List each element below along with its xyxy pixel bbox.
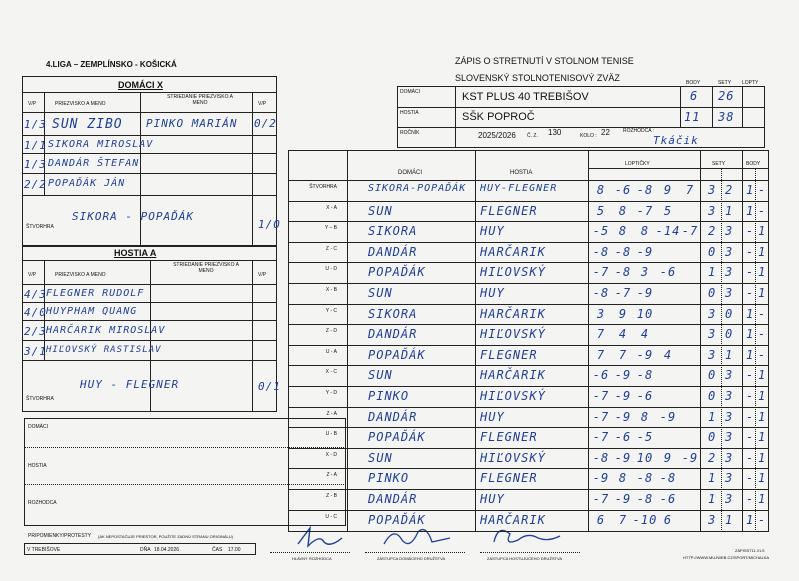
game-points-home: - [746,471,755,486]
home-p1-vp: 1/3 [24,118,47,131]
game-ball-score: 7 [596,347,606,362]
game-points-away: 1 [758,244,767,259]
games-balls-header: LOPTIČKY [625,161,650,167]
game-away-player: HARČARIK [480,368,546,383]
game-sets-home: 1 [708,492,717,506]
games-points-header: BODY [746,161,761,167]
game-ball-score: -7 [592,389,610,403]
row-divider [288,448,769,449]
footer-place: V TREBIŠOVE [27,547,61,553]
game-code: Z - C [325,245,337,252]
game-ball-score: 8 [640,409,650,424]
game-ball-score: 7 [685,183,695,197]
kolo-label: KOLO : [580,133,597,139]
game-away-player: HUY-FLEGNER [480,183,558,194]
lopty-header: LOPTY [742,80,759,86]
row-divider [288,324,769,325]
game-home-player: SUN [368,368,393,383]
game-ball-score: 7 [596,327,606,342]
home-p1-name: SUN ZIBO [52,117,123,132]
game-home-player: SIKORA [368,224,418,239]
game-ball-score: -8 [614,265,632,280]
game-ball-score: -5 [636,430,654,445]
game-sets-away: 3 [725,450,734,465]
row-divider [288,262,769,263]
cz-value: 130 [548,128,562,137]
sig-referee-label: HLAVNÝ ROZHODCA [292,556,332,561]
home-p1-subvp: 0/2 [254,117,277,130]
document-title: ZÁPIS O STRETNUTÍ V STOLNOM TENISE [455,56,634,66]
game-points-home: 1 [746,327,755,342]
game-sets-away: 3 [725,389,734,403]
game-sets-away: 1 [725,512,734,527]
game-points-away: 1 [758,224,767,239]
game-home-player: SUN [368,286,393,300]
game-ball-score: -8 [659,471,677,486]
game-sets-away: 3 [725,368,734,383]
game-ball-score: -9 [614,492,632,506]
game-sets-home: 3 [708,306,717,321]
game-code: X - C [325,369,337,376]
home-doubles-vp: 1/0 [258,218,281,231]
game-points-away: 1 [758,430,767,445]
row-divider [288,242,769,243]
game-away-player: FLEGNER [480,347,538,362]
game-sets-home: 1 [708,471,717,486]
game-sets-away: 1 [725,347,734,362]
game-home-player: DANDÁR [368,409,418,424]
notes-referee-label: ROZHODCA [28,500,57,506]
game-sets-away: 3 [725,492,734,506]
row-divider [288,407,769,408]
away-vp2-header: V/P [258,272,267,278]
row-divider [288,365,769,366]
protests-note: (AK NEPOSTAČUJE PRIESTOR, POUŽITE ZADNÚ STRANU ORIGINÁLU) [98,534,233,539]
sety-header: SETY [718,80,732,86]
game-away-player: HARČARIK [480,306,546,321]
game-code: ŠTVORHRA [309,184,337,190]
game-home-player: DANDÁR [368,492,418,506]
game-ball-score: 9 [618,306,628,321]
game-away-player: HIĽOVSKÝ [480,389,546,403]
game-ball-score: -8 [592,450,610,465]
home-team-title: DOMÁCI X [118,80,163,90]
game-ball-score: 5 [596,203,606,218]
game-away-player: HARČARIK [480,512,546,527]
game-code: U - A [325,348,337,355]
away-p2-vp: 4/0 [24,306,47,319]
game-points-home: - [746,368,755,383]
game-sets-away: 3 [725,430,734,445]
away-p3-name: HARČARIK MIROSLAV [46,325,166,336]
game-code: Z - A [326,472,337,479]
game-away-player: FLEGNER [480,471,538,486]
home-team-name: KST PLUS 40 TREBIŠOV [462,91,589,103]
game-home-player: DANDÁR [368,327,418,342]
referee-label: ROZHODCA : [623,128,655,134]
game-sets-away: 3 [725,409,734,424]
body-header: BODY [686,80,701,86]
game-ball-score: 5 [663,203,673,218]
away-doubles-vp: 0/1 [258,380,281,393]
game-points-away: - [758,347,767,362]
away-name-header: PRIEZVISKO A MENO [55,272,106,278]
game-code: Y - C [325,307,337,314]
game-points-home: 1 [746,306,755,321]
game-points-away: 1 [758,265,767,280]
game-points-home: - [746,492,755,506]
game-ball-score: -7 [636,203,654,218]
games-sets-header: SETY [712,161,726,167]
points-divider [755,168,756,532]
game-ball-score: -9 [614,450,632,465]
game-sets-home: 2 [708,450,717,465]
game-home-player: POPAĎÁK [368,430,426,445]
game-points-home: 1 [746,512,755,527]
game-points-home: - [746,244,755,259]
protests-label: PRIPOMIENKY/PROTESTY [28,533,92,539]
game-away-player: HUY [480,409,505,424]
home-p4-name: POPAĎÁK JÁN [48,178,126,189]
form-code: ZÁPISST11.XLS [735,548,765,553]
game-points-away: 1 [758,389,767,403]
game-ball-score: -9 [659,409,677,424]
game-away-player: HUY [480,492,505,506]
game-ball-score: -6 [636,389,654,403]
game-code: Z - A [326,410,337,417]
row-divider [288,201,769,202]
game-home-player: POPAĎÁK [368,347,426,362]
game-away-player: HUY [480,224,505,239]
game-away-player: HIĽOVSKÝ [480,265,546,280]
game-ball-score: -6 [659,492,677,506]
form-url: HTTP://WWW.MUJWEB.CZ/SPORT/MICHALKA [683,555,770,560]
game-points-home: 1 [746,183,755,197]
game-home-player: PINKO [368,471,410,486]
game-home-player: PINKO [368,389,410,403]
game-points-away: - [758,306,767,321]
game-ball-score: -9 [681,450,699,465]
game-ball-score: 10 [636,306,654,321]
game-ball-score: -7 [681,224,699,239]
game-sets-home: 1 [708,409,717,424]
game-ball-score: -5 [592,224,610,239]
game-points-away: - [758,327,767,342]
game-ball-score: -7 [614,286,632,300]
away-p2-name: HUYPHAM QUANG [46,306,138,317]
game-ball-score: -7 [592,430,610,445]
notes-away-label: HOSTIA [28,463,47,469]
game-home-player: SIKORA [368,306,418,321]
games-away-header: HOSTIA [510,170,533,176]
game-code: U - B [325,431,337,438]
game-ball-score: 3 [640,265,650,280]
game-sets-away: 3 [725,224,734,239]
game-ball-score: 6 [663,512,673,527]
kolo-value: 22 [601,128,610,137]
game-ball-score: 4 [618,327,628,342]
home-label: DOMÁCI [400,89,420,95]
game-away-player: FLEGNER [480,430,538,445]
season-value: 2025/2026 [478,131,516,140]
season-label: ROČNÍK [400,130,420,136]
game-sets-away: 1 [725,203,734,218]
game-ball-score: -8 [592,286,610,300]
home-sub-header: STRIEDANIE PRIEZVISKO A MENO [167,94,233,106]
row-divider [288,489,769,490]
sets-divider [721,168,722,532]
home-vp2-header: V/P [258,101,267,107]
game-ball-score: 6 [596,512,606,527]
row-divider [288,304,769,305]
game-ball-score: 7 [618,347,628,362]
game-points-away: 1 [758,492,767,506]
home-body: 6 [690,89,699,103]
row-divider [288,221,769,222]
game-home-player: SUN [368,450,393,465]
game-points-home: 1 [746,347,755,362]
game-ball-score: 8 [618,471,628,486]
footer-date-label: DŇA [140,547,151,553]
games-home-header: DOMÁCI [398,170,422,176]
game-points-home: - [746,450,755,465]
game-ball-score: 8 [618,224,628,239]
game-code: U - D [325,266,337,273]
game-home-player: SUN [368,203,393,218]
game-code: Y - D [325,390,337,396]
away-p4-vp: 3/1 [24,345,47,358]
sig-away-label: ZÁSTUPCA HOSTUJÚCEHO DRUŽSTVA [487,556,563,561]
league-title: 4.LIGA – ZEMPLÍNSKO - KOŠICKÁ [46,60,177,69]
cz-label: Č. Z. [527,133,538,139]
game-code: Z - D [325,328,337,335]
game-ball-score: -9 [592,471,610,486]
game-ball-score: 8 [618,203,628,218]
game-points-away: - [758,203,767,218]
game-ball-score: -8 [636,183,654,197]
game-ball-score: 9 [663,450,673,465]
game-points-home: - [746,409,755,424]
association-title: SLOVENSKÝ STOLNOTENISOVÝ ZVÄZ [455,73,620,83]
row-divider [288,468,769,469]
away-p3-vp: 2/3 [24,325,47,338]
game-points-home: - [746,430,755,445]
game-ball-score: -6 [592,368,610,383]
home-p1-sub: PINKO MARIÁN [146,117,238,130]
game-home-player: SIKORA-POPAĎÁK [368,183,467,194]
home-name-header: PRIEZVISKO A MENO [55,101,106,107]
away-team-title: HOSTIA A [114,248,157,258]
game-ball-score: -7 [592,492,610,506]
row-divider [288,283,769,284]
row-divider [288,345,769,346]
game-sets-home: 3 [708,347,717,362]
game-sets-away: 3 [725,244,734,259]
game-away-player: HUY [480,286,505,300]
game-ball-score: 4 [640,327,650,342]
game-points-home: - [746,389,755,403]
game-points-away: 1 [758,368,767,383]
home-p2-name: SIKORA MIROSLAV [48,139,154,150]
away-p1-vp: 4/3 [24,288,47,301]
game-ball-score: -6 [659,265,677,280]
home-p4-vp: 2/2 [24,178,47,191]
game-points-home: - [746,265,755,280]
game-ball-score: -8 [592,244,610,259]
game-sets-home: 2 [708,224,717,239]
footer-time: 17.00 [228,547,241,553]
game-ball-score: 4 [663,347,673,362]
away-sub-header: STRIEDANIE PRIEZVISKO A MENO [173,262,239,274]
game-away-player: FLEGNER [480,203,538,218]
game-points-away: 1 [758,409,767,424]
game-ball-score: 8 [640,224,650,239]
game-sets-home: 3 [708,203,717,218]
game-ball-score: -9 [614,409,632,424]
game-code: X - B [325,287,337,293]
game-points-away: - [758,512,767,527]
away-doubles-label: ŠTVORHRA [26,396,54,402]
footer-time-label: ČAS [212,547,223,553]
game-sets-home: 0 [708,368,717,383]
home-doubles-label: ŠTVORHRA [26,224,54,230]
game-sets-away: 3 [725,265,734,280]
game-points-away: 1 [758,450,767,465]
game-sets-home: 3 [708,512,717,527]
away-team-name: SŠK POPROČ [462,111,535,123]
away-p1-name: FLEGNER RUDOLF [46,288,145,299]
game-away-player: HARČARIK [480,244,546,259]
game-ball-score: -10 [632,512,658,527]
away-label: HOSTIA [400,110,419,116]
game-sets-home: 0 [708,244,717,259]
game-ball-score: -7 [592,265,610,280]
game-code: Y – B [324,225,337,232]
game-code: X - D [325,451,337,458]
home-vp-header: V/P [28,101,37,107]
game-ball-score: -8 [636,368,654,383]
game-home-player: POPAĎÁK [368,265,426,280]
game-sets-home: 0 [708,389,717,403]
referee-name: Tkáčik [653,134,699,147]
game-home-player: DANDÁR [368,244,418,259]
game-ball-score: -8 [636,492,654,506]
away-vp-header: V/P [28,272,37,278]
game-ball-score: 9 [663,183,673,197]
game-code: X - A [326,204,337,211]
game-sets-away: 2 [725,183,734,197]
game-away-player: HIĽOVSKÝ [480,450,546,465]
game-points-home: - [746,286,755,300]
game-ball-score: -9 [636,347,654,362]
game-sets-away: 3 [725,286,734,300]
game-points-home: 1 [746,203,755,218]
row-divider [288,427,769,428]
game-ball-score: 7 [618,512,628,527]
away-sety: 38 [718,110,735,124]
home-sety: 26 [718,89,735,103]
game-ball-score: -9 [636,244,654,259]
game-sets-away: 3 [725,471,734,486]
game-ball-score: -9 [614,389,632,403]
home-p2-vp: 1/1 [24,139,47,152]
game-ball-score: -6 [614,183,632,197]
game-sets-away: 0 [725,306,734,321]
game-points-away: - [758,183,767,197]
home-doubles: SIKORA - POPAĎÁK [72,210,194,223]
game-code: U - C [325,513,337,520]
game-home-player: POPAĎÁK [368,512,426,527]
away-doubles: HUY - FLEGNER [80,378,180,391]
game-sets-away: 0 [725,327,734,342]
game-sets-home: 0 [708,430,717,445]
away-p4-name: HIĽOVSKÝ RASTISLAV [46,345,162,355]
away-body: 11 [684,110,701,124]
game-ball-score: 10 [636,450,654,465]
game-ball-score: -6 [614,430,632,445]
game-sets-home: 1 [708,265,717,280]
game-sets-home: 3 [708,183,717,197]
game-sets-home: 3 [708,327,717,342]
game-sets-home: 0 [708,286,717,300]
game-ball-score: -9 [614,368,632,383]
game-points-away: 1 [758,286,767,300]
game-code: Z - B [326,493,337,499]
game-points-home: - [746,224,755,239]
game-ball-score: -8 [614,244,632,259]
notes-home-label: DOMÁCI [28,424,48,430]
game-ball-score: -8 [636,471,654,486]
footer-date: 18.04.2026 [154,547,180,553]
game-ball-score: -9 [636,286,654,300]
sig-home-label: ZÁSTUPCA DOMÁCEHO DRUŽSTVA [377,556,446,561]
game-away-player: HIĽOVSKÝ [480,327,546,342]
home-p3-vp: 1/3 [24,158,47,171]
game-ball-score: 3 [596,306,606,321]
game-ball-score: -7 [592,409,610,424]
game-ball-score: -14 [655,224,681,239]
game-ball-score: 8 [596,183,606,197]
game-points-away: 1 [758,471,767,486]
home-p3-name: DANDÁR ŠTEFAN [48,158,140,169]
row-divider [288,386,769,387]
row-divider [288,510,769,511]
